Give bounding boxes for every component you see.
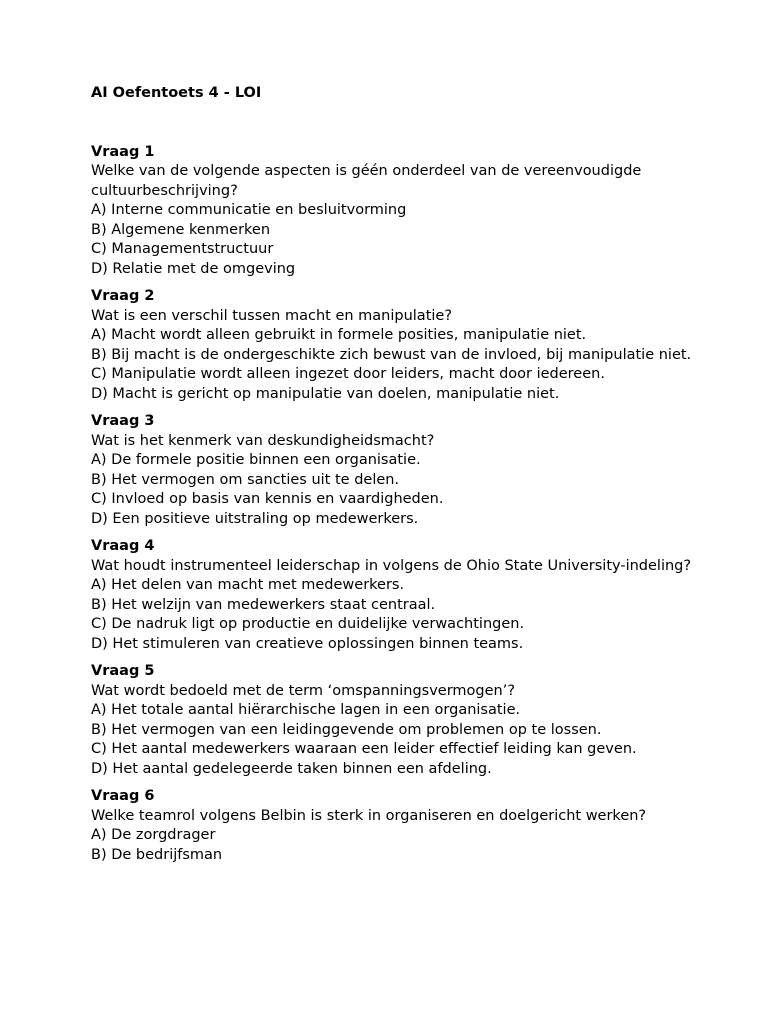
question-heading: Vraag 2 [91,288,155,304]
answer-options [91,576,728,654]
answer-option: C) De nadruk ligt op productie en duidelijke verwachtingen. [91,616,525,632]
answer-options [91,201,728,279]
answer-option: A) Het totale aantal hiërarchische lagen in een organisatie. [91,702,521,718]
answer-option: C) Manipulatie wordt alleen ingezet door leiders, macht door iedereen. [91,366,605,382]
question-text: Wat is een verschil tussen macht en manipulatie? [91,307,453,324]
answer-option: B) Bij macht is de ondergeschikte zich bewust van de invloed, bij manipulatie niet. [91,346,692,363]
answer-options [91,701,728,779]
answer-options [91,326,728,404]
answer-option: A) De zorgdrager [91,827,216,843]
question-5 [91,662,728,779]
answer-option: B) De bedrijfsman [91,846,223,863]
question-text: Wat is het kenmerk van deskundigheidsmacht? [91,432,435,449]
answer-option: C) Managementstructuur [91,241,274,257]
question-text: Wat wordt bedoeld met de term ‘omspanningsvermogen’? [91,682,516,699]
answer-options [91,451,728,529]
document-title: AI Oefentoets 4 - LOI [91,85,262,101]
question-4 [91,537,728,654]
question-heading: Vraag 6 [91,788,155,804]
answer-option: D) Het stimuleren van creatieve oplossingen binnen teams. [91,635,524,652]
answer-option: B) Het vermogen om sancties uit te delen. [91,471,400,488]
answer-option: A) Het delen van macht met medewerkers. [91,577,405,593]
answer-option: B) Algemene kenmerken [91,221,271,238]
question-text: Welke teamrol volgens Belbin is sterk in organiseren en doelgericht werken? [91,807,647,824]
question-heading: Vraag 1 [91,143,155,160]
question-2 [91,287,728,404]
answer-option: D) Relatie met de omgeving [91,260,296,277]
answer-option: D) Macht is gericht op manipulatie van doelen, manipulatie niet. [91,385,560,402]
answer-option: C) Het aantal medewerkers waaraan een leider effectief leiding kan geven. [91,741,637,757]
question-heading: Vraag 3 [91,413,155,429]
question-heading: Vraag 4 [91,538,155,554]
answer-option: C) Invloed op basis van kennis en vaardigheden. [91,491,444,507]
question-text: Welke van de volgende aspecten is géén onderdeel van de vereenvoudigde cultuurbeschrijving? [91,163,642,199]
answer-option: D) Het aantal gedelegeerde taken binnen een afdeling. [91,760,492,777]
question-6 [91,787,728,865]
answer-options [91,826,728,865]
answer-option: A) Macht wordt alleen gebruikt in formele posities, manipulatie niet. [91,327,587,343]
question-1 [91,143,728,280]
answer-option: B) Het vermogen van een leidinggevende om problemen op te lossen. [91,721,602,738]
question-3 [91,412,728,529]
answer-option: D) Een positieve uitstraling op medewerkers. [91,510,419,527]
question-text: Wat houdt instrumenteel leiderschap in volgens de Ohio State University-indeling? [91,557,692,574]
question-heading: Vraag 5 [91,663,155,679]
answer-option: A) Interne communicatie en besluitvorming [91,202,407,218]
answer-option: A) De formele positie binnen een organisatie. [91,452,421,468]
answer-option: B) Het welzijn van medewerkers staat centraal. [91,596,436,613]
